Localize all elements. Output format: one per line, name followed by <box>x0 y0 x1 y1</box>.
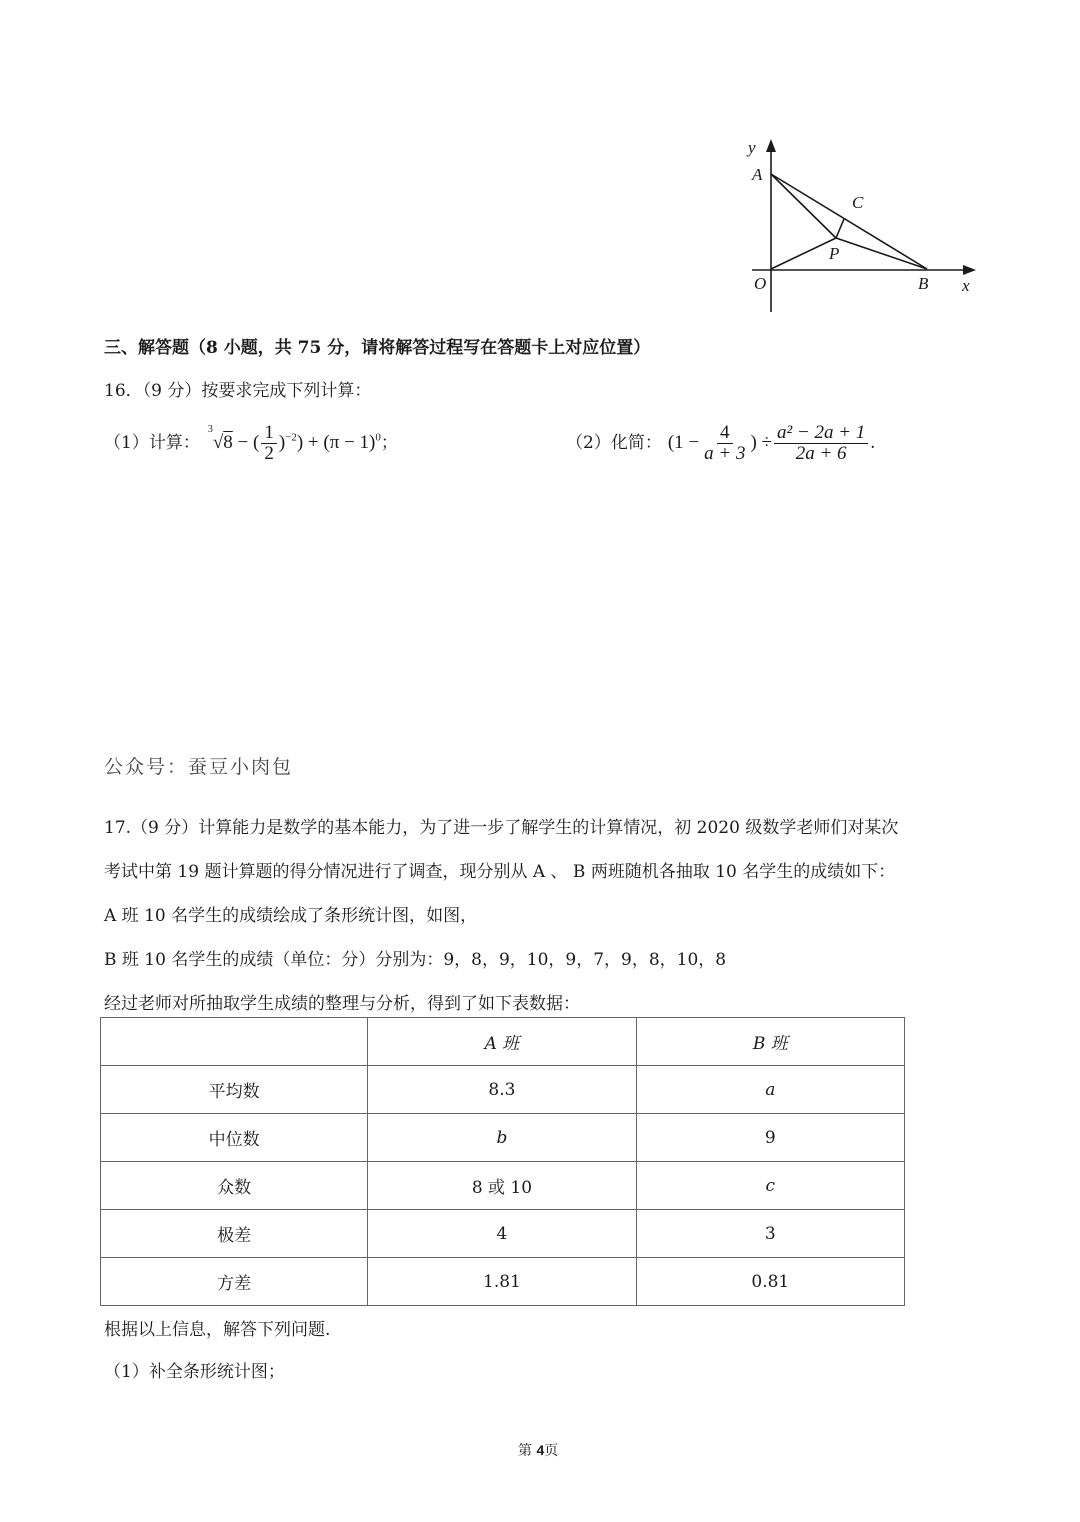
open-paren: (1 − <box>667 432 700 453</box>
frac-num: a² − 2a + 1 <box>774 423 868 444</box>
point-o-label: O <box>754 274 767 293</box>
table-cell: 极差 <box>101 1210 368 1258</box>
y-axis-label: y <box>748 138 756 157</box>
page-footer <box>518 1440 558 1460</box>
table-row <box>101 1114 905 1162</box>
point-p-label: P <box>829 244 840 263</box>
fraction-4-over-a3 <box>701 423 748 464</box>
radical-sign: √ <box>212 431 224 453</box>
frac-den: 2 <box>264 442 274 464</box>
q16-title: 16．（9 分）按要求完成下列计算： <box>104 381 372 401</box>
table-cell: 平均数 <box>101 1066 368 1114</box>
table-row <box>101 1210 905 1258</box>
table-cell: c <box>636 1162 904 1210</box>
table-row <box>101 1258 905 1306</box>
q16-part2 <box>566 418 875 468</box>
table-cell: 8.3 <box>368 1066 636 1114</box>
q17-instruction: 根据以上信息，解答下列问题. <box>104 1320 331 1340</box>
table-cell: 3 <box>636 1210 904 1258</box>
x-axis-label: x <box>962 276 970 295</box>
divide: ) ÷ <box>750 432 772 453</box>
q16-part2-label: （2）化简： <box>566 433 662 453</box>
q17-line2: 考试中第 19 题计算题的得分情况进行了调查，现分别从 A 、 B 两班随机各抽取 10 名学生的成绩如下： <box>104 862 896 882</box>
coordinate-diagram <box>740 135 990 315</box>
fraction-one-half <box>261 423 277 464</box>
q17-line5: 经过老师对所抽取学生成绩的整理与分析，得到了如下表数据： <box>104 994 580 1014</box>
table-cell: 中位数 <box>101 1114 368 1162</box>
frac-num: 4 <box>717 423 733 444</box>
frac-den: a + 3 <box>704 442 746 464</box>
table-cell: 众数 <box>101 1162 368 1210</box>
q17-line1: 17.（9 分）计算能力是数学的基本能力，为了进一步了解学生的计算情况，初 2020 级数学老师们对某次 <box>104 818 899 838</box>
q16-part1 <box>104 418 398 468</box>
exponent-neg2: −2 <box>285 431 297 444</box>
q17-sub1: （1）补全条形统计图； <box>104 1362 285 1382</box>
table-cell: 0.81 <box>636 1258 904 1306</box>
radicand: 8 <box>223 431 233 453</box>
exponent-zero: 0 <box>375 431 381 444</box>
table-cell: 4 <box>368 1210 636 1258</box>
table-row <box>101 1162 905 1210</box>
stats-table <box>100 1017 905 1306</box>
table-cell: a <box>636 1066 904 1114</box>
root-index: 3 <box>207 424 213 436</box>
footer-suffix: 页 <box>544 1443 559 1459</box>
table-cell: 1.81 <box>368 1258 636 1306</box>
watermark-text: 公众号：蚕豆小肉包 <box>104 756 294 778</box>
table-cell: 9 <box>636 1114 904 1162</box>
fraction-quadratic <box>774 423 868 464</box>
table-header-cell: A 班 <box>368 1018 636 1066</box>
table-row <box>101 1066 905 1114</box>
minus-open: − ( <box>232 431 260 453</box>
point-b-label: B <box>918 274 929 293</box>
point-c-label: C <box>852 193 864 212</box>
footer-prefix: 第 <box>518 1443 537 1459</box>
q16-part2-expression <box>668 423 875 464</box>
q16-part1-expression: $^3$√8 − ( $\frac{1}{2}$ )$^{-2}) + (\pi - 1)^0$； <box>207 421 398 464</box>
geometry-figure <box>740 135 990 315</box>
period: . <box>870 432 876 453</box>
table-cell: 方差 <box>101 1258 368 1306</box>
point-a-label: A <box>752 165 763 184</box>
q17-line3: A 班 10 名学生的成绩绘成了条形统计图，如图， <box>104 906 478 926</box>
table-cell: 8 或 10 <box>368 1162 636 1210</box>
pi-term: ) + (π − 1) <box>296 431 376 453</box>
table-cell: b <box>368 1114 636 1162</box>
table-header-cell: B 班 <box>636 1018 904 1066</box>
q17-line4: B 班 10 名学生的成绩（单位：分）分别为：9，8，9，10，9，7，9，8，10，8 <box>104 950 727 970</box>
q16-part1-label: （1）计算： <box>104 433 200 453</box>
frac-den: 2a + 6 <box>795 442 847 464</box>
table-header-cell <box>101 1018 368 1066</box>
section-heading: 三、解答题（8 小题，共 75 分，请将解答过程写在答题卡上对应位置） <box>104 338 651 358</box>
page-number: 4 <box>536 1442 545 1458</box>
frac-num: 1 <box>261 423 277 444</box>
table-header-row <box>101 1018 905 1066</box>
semicolon: ； <box>380 432 398 453</box>
